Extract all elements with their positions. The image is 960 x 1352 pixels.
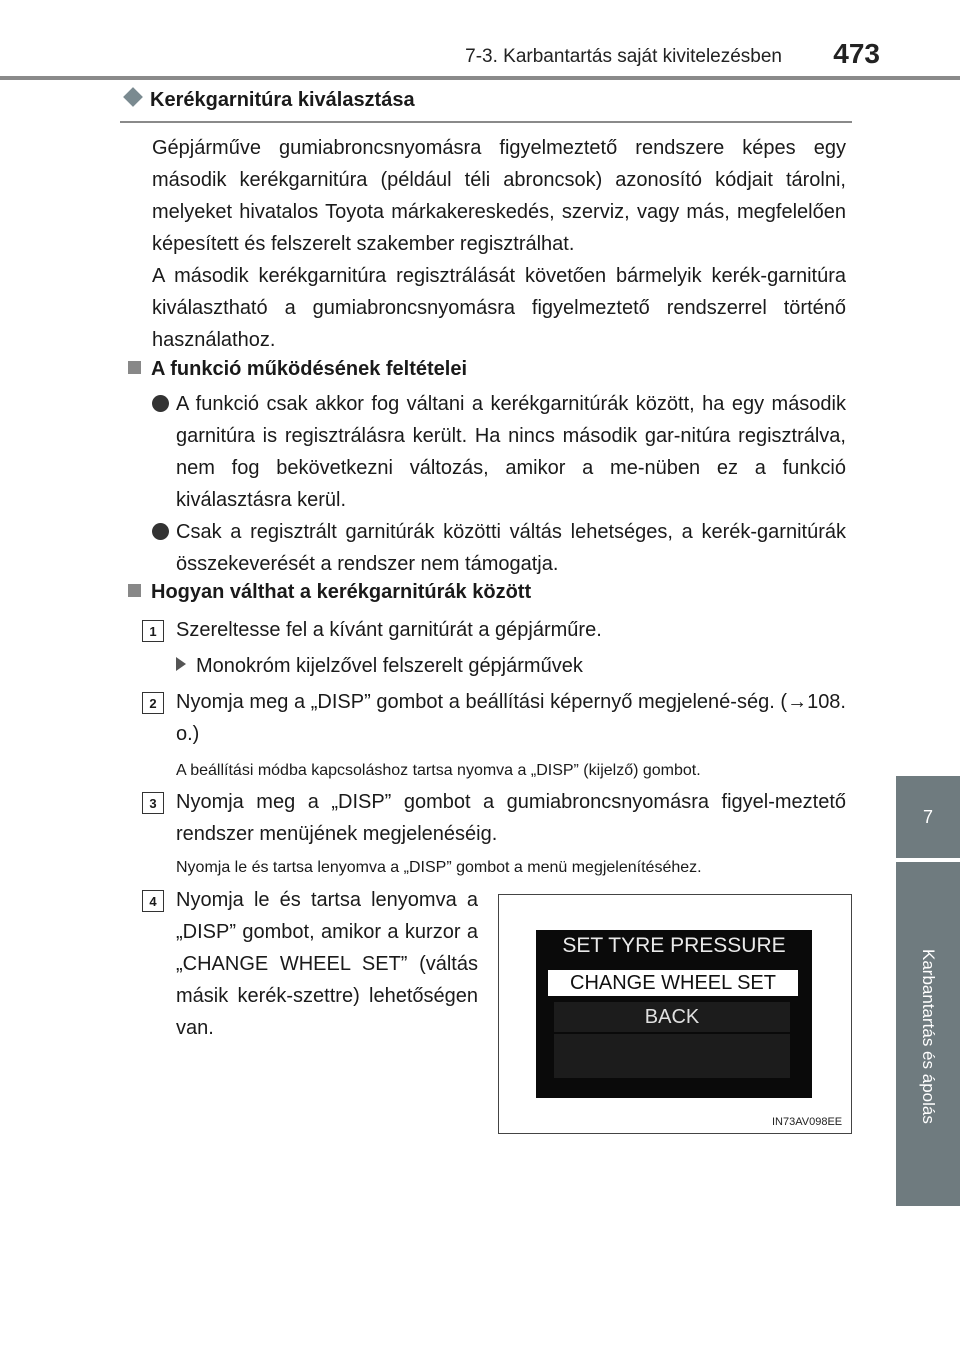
display-screen [536,930,812,1098]
page-header [0,0,960,80]
bullet-dot-icon [152,395,169,412]
page-number: 473 [833,38,880,69]
step-text-1: Szereltesse fel a kívánt garnitúrát a gépjárműre. [176,619,602,641]
menu-item-back: BACK [554,1002,790,1032]
condition-item: A funkció csak akkor fog váltani a kerékgarnitúrák között, ha egy második garnitúra is regisztrálásra került. Ha nincs második gar-nitúra regisztrálva, nem fog bekövetkezni változás, amikor a me-nüben ez a funkció kiválasztásra kerül. [152,388,846,516]
chapter-title: Karbantartás és ápolás [919,948,938,1124]
section-rule [120,121,852,123]
howto-heading: Hogyan válthat a kerékgarnitúrák között [128,581,531,604]
figure-code: IN73AV098EE [772,1116,843,1128]
chapter-number-tab: 7 [896,776,960,858]
menu-item-change-wheel-set: CHANGE WHEEL SET [548,970,798,996]
section-title: Kerékgarnitúra kiválasztása [150,89,415,111]
step-note-3: Nyomja le és tartsa lenyomva a „DISP” gombot a menü megjelenítéséhez. [176,859,702,876]
triangle-right-icon [176,657,186,671]
square-bullet-icon [128,361,141,374]
step-note-2: A beállítási módba kapcsoláshoz tartsa nyomva a „DISP” (kijelző) gombot. [176,762,701,779]
header-section-title: 7-3. Karbantartás saját kivitelezésben [465,46,782,67]
screen-title: SET TYRE PRESSURE [562,934,786,957]
menu-item-empty [554,1034,790,1078]
step-number-4: 4 [142,890,164,912]
conditions-heading: A funkció működésének feltételei [128,358,467,381]
header-rule [0,76,960,80]
step-text-4: Nyomja le és tartsa lenyomva a „DISP” gombot, amikor a kurzor a „CHANGE WHEEL SET” (váltás másik kerék-szettre) lehetőségen van. [176,889,478,1039]
section-heading [120,89,852,121]
monochrome-subheading: Monokróm kijelzővel felszerelt gépjárművek [176,650,846,682]
step-text-2: Nyomja meg a „DISP” gombot a beállítási képernyő megjelené-ség. (→108. o.) [176,691,846,745]
intro-paragraph-2: A második kerékgarnitúra regisztrálását követően bármelyik kerék-garnitúra kiválasztható a gumiabroncsnyomásra figyelmeztető rendszerrel történő használathoz. [152,265,846,351]
condition-item: Csak a regisztrált garnitúrák közötti váltás lehetséges, a kerék-garnitúrák összekeverését a rendszer nem támogatja. [152,516,846,580]
step-number-3: 3 [142,792,164,814]
step-text-3: Nyomja meg a „DISP” gombot a gumiabroncsnyomásra figyel-meztető rendszer menüjének megjelenéséig. [176,791,846,845]
diamond-icon [123,87,143,107]
intro-paragraph: Gépjárműve gumiabroncsnyomásra figyelmeztető rendszere képes egy második kerékgarnitúra (például téli abroncsok) azonosító kódjait tárolni, melyeket hivatalos Toyota márkakereskedés, szerviz, vagy más, megfelelően képesített és felszerelt szakember regisztrálhat. [152,137,846,255]
square-bullet-icon [128,584,141,597]
step-number-1: 1 [142,620,164,642]
bullet-dot-icon [152,523,169,540]
step-number-2: 2 [142,692,164,714]
